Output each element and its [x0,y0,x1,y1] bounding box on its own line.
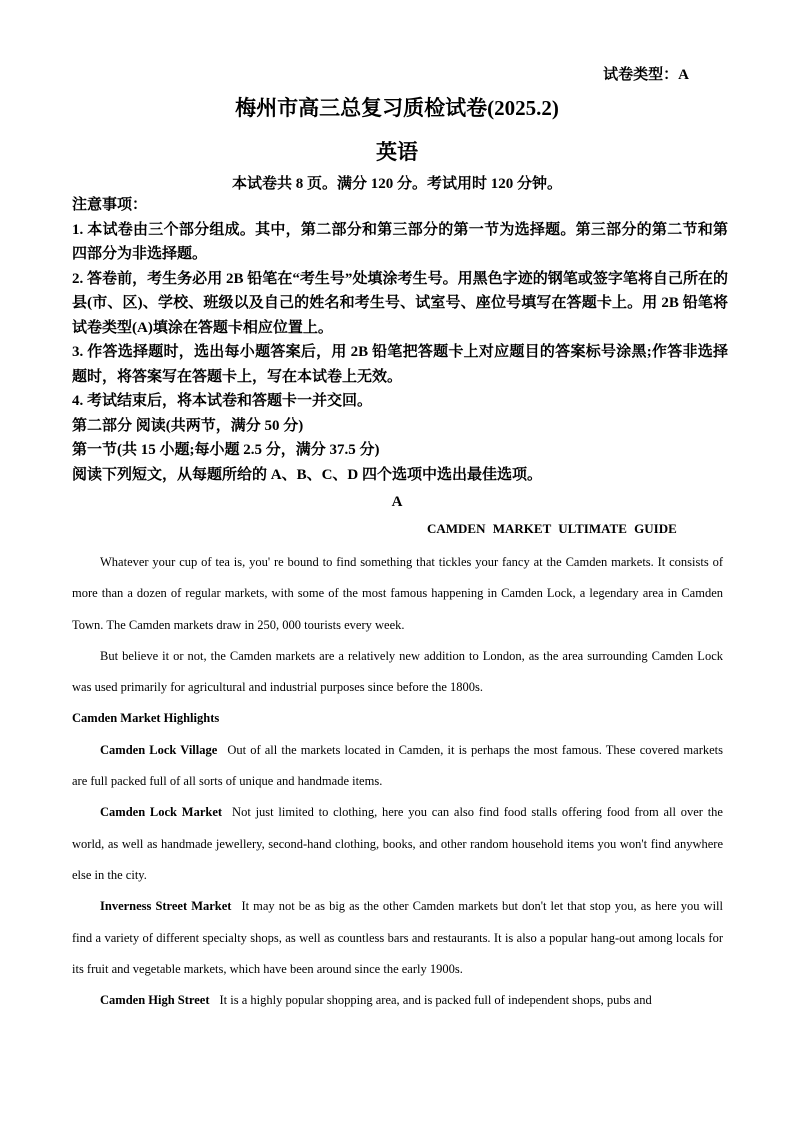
highlight-name: Camden Lock Village [100,742,218,757]
notice-item: 4. 考试结束后，将本试卷和答题卡一并交回。 [72,393,373,409]
notice-item: 1. 本试卷由三个部分组成。其中，第二部分和第三部分的第一节为选择题。第三部分的第二节和第四部分为非选择题。 [72,221,728,262]
passage-paragraph: But believe it or not, the Camden markets are a relatively new addition to London, as the area surrounding Camden Lock was used primarily for agricultural and industrial purposes since before the 1800s. [72,648,723,695]
highlight-name: Inverness Street Market [100,899,232,914]
notice-block [72,193,728,487]
passage-letter: A [391,494,403,510]
section-part-heading: 第二部分 阅读(共两节，满分 50 分) [72,417,304,434]
highlight-text: It is a highly popular shopping area, and is packed full of independent shops, pubs and [219,993,652,1008]
passage-title: CAMDEN MARKET ULTIMATE GUIDE [427,521,677,536]
paper-type-label: 试卷类型：A [603,67,689,83]
highlight-text: Out of all the markets located in Camden, it is perhaps the most famous. These covered markets are full packed full of all sorts of unique and handmade items. [72,742,723,789]
passage-body [72,547,723,1016]
section-instruction: 阅读下列短文，从每题所给的 A、B、C、D 四个选项中选出最佳选项。 [72,466,543,483]
notice-heading: 注意事项： [72,197,148,213]
highlight-item [72,735,723,798]
section-subsection-heading: 第一节(共 15 小题;每小题 2.5 分，满分 37.5 分) [72,442,380,458]
highlight-item [72,891,723,985]
highlights-heading: Camden Market Highlights [72,711,220,726]
passage-paragraph: Whatever your cup of tea is, you' re bound to find something that tickles your fancy at the Camden markets. It consists of more than a dozen of regular markets, with some of the most famous happening in Camden Lock, a legendary area in Camden Town. The Camden markets draw in 250, 000 tourists every week. [72,555,723,632]
highlight-name: Camden High Street [100,993,210,1008]
notice-item: 3. 作答选择题时，选出每小题答案后，用 2B 铅笔把答题卡上对应题目的答案标号涂黑;作答非选择题时，将答案写在答题卡上，写在本试卷上无效。 [72,344,728,385]
exam-info: 本试卷共 8 页。满分 120 分。考试用时 120 分钟。 [231,176,562,192]
highlight-name: Camden Lock Market [100,805,223,820]
highlight-text: It may not be as big as the other Camden markets but don't let that stop you, as here you will find a variety of different specialty shops, as well as countless bars and restaurants. It is also a popular hang-out among locals for its fruit and vegetable markets, which have been around since the early 1900s. [72,899,723,976]
highlight-item [72,797,723,891]
exam-title: 梅州市高三总复习质检试卷(2025.2) [235,96,559,120]
highlight-item [72,985,723,1016]
notice-item: 2. 答卷前，考生务必用 2B 铅笔在“考生号”处填涂考生号。用黑色字迹的钢笔或签字笔将自己所在的县(市、区)、学校、班级以及自己的姓名和考生号、试室号、座位号填写在答题卡上。用 2B 铅笔将试卷类型(A)填涂在答题卡相应位置上。 [72,270,728,336]
highlight-text: Not just limited to clothing, here you can also find food stalls offering food from all over the world, as well as handmade jewellery, second-hand clothing, books, and other random household items you won't find anywhere else in the city. [72,805,723,882]
subject-title: 英语 [376,140,418,164]
